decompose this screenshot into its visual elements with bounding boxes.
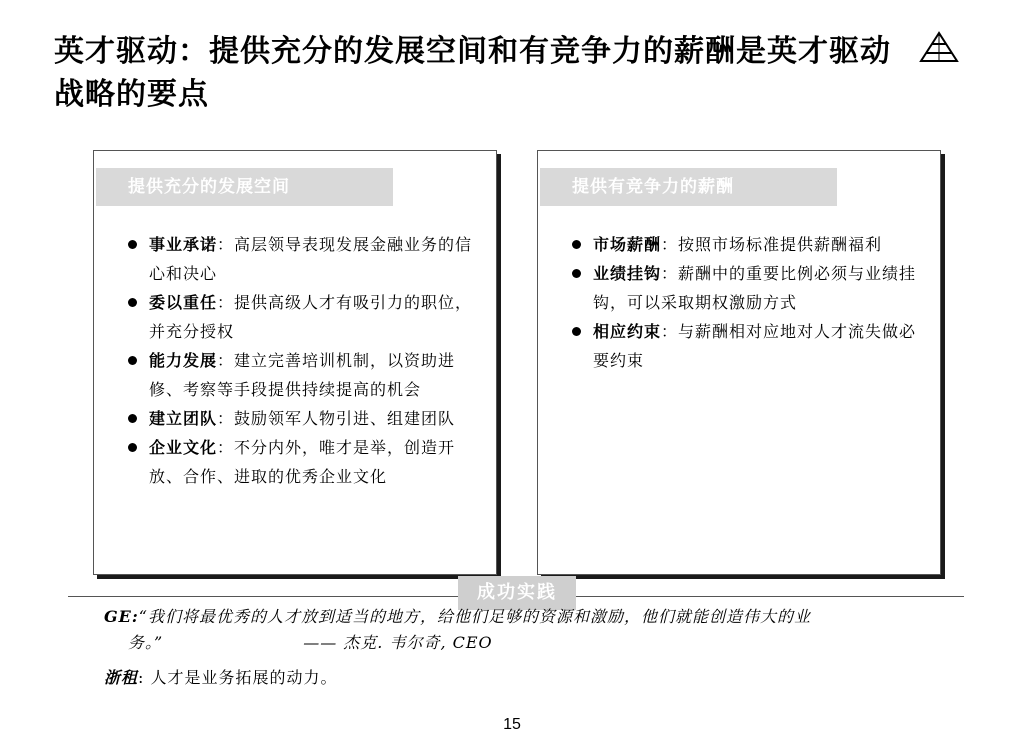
bullet-icon — [128, 443, 137, 452]
bullet-icon — [128, 356, 137, 365]
note-text: : 人才是业务拓展的动力。 — [138, 668, 338, 687]
card-header: 提供充分的发展空间 — [96, 168, 393, 206]
bullet-list — [124, 230, 476, 491]
item-label: 能力发展 — [149, 351, 218, 370]
page-number: 15 — [503, 716, 521, 733]
item-text: ：建立完善培训机制，以资助进修、考察等手段提供持续提高的机会 — [149, 351, 456, 399]
mountain-logo-icon — [918, 30, 960, 64]
quote-text-end: 务。” — [128, 633, 164, 652]
bullet-icon — [128, 414, 137, 423]
bullet-icon — [572, 327, 581, 336]
quote-company: GE: — [104, 607, 139, 626]
quote-attribution: —— 杰克. 韦尔奇, CEO — [303, 633, 493, 652]
list-item — [568, 317, 920, 375]
item-text: ：薪酬中的重要比例必须与业绩挂钩，可以采取期权激励方式 — [593, 264, 917, 312]
quote-line-2 — [104, 630, 974, 656]
list-item — [124, 346, 476, 404]
success-practice-label: 成功实践 — [458, 576, 576, 610]
item-text: ：鼓励领军人物引进、组建团队 — [217, 409, 456, 428]
item-text: ：高层领导表现发展金融业务的信心和决心 — [149, 235, 473, 283]
item-label: 委以重任 — [149, 293, 218, 312]
bullet-icon — [572, 269, 581, 278]
item-text: ：按照市场标准提供薪酬福利 — [661, 235, 883, 254]
zhejiang-note — [104, 666, 338, 690]
bullet-list — [568, 230, 920, 375]
list-item — [568, 230, 920, 259]
item-text: ：与薪酬相对应地对人才流失做必要约束 — [593, 322, 917, 370]
quote-line-1 — [104, 604, 974, 630]
list-item — [124, 230, 476, 288]
bullet-icon — [128, 298, 137, 307]
card-header: 提供有竞争力的薪酬 — [540, 168, 837, 206]
list-item — [124, 288, 476, 346]
bullet-icon — [128, 240, 137, 249]
competitive-salary-card — [537, 150, 941, 575]
item-label: 企业文化 — [149, 438, 218, 457]
development-space-card — [93, 150, 497, 575]
item-label: 建立团队 — [149, 409, 218, 428]
item-text: ：不分内外，唯才是举，创造开放、合作、进取的优秀企业文化 — [149, 438, 456, 486]
list-item — [568, 259, 920, 317]
item-label: 事业承诺 — [149, 235, 218, 254]
item-label: 市场薪酬 — [593, 235, 662, 254]
list-item — [124, 404, 476, 433]
page-title: 英才驱动：提供充分的发展空间和有竞争力的薪酬是英才驱动战略的要点 — [54, 34, 891, 112]
bullet-icon — [572, 240, 581, 249]
ge-quote — [104, 604, 974, 656]
list-item — [124, 433, 476, 491]
item-label: 相应约束 — [593, 322, 662, 341]
item-text: ：提供高级人才有吸引力的职位，并充分授权 — [149, 293, 473, 341]
quote-text: “我们将最优秀的人才放到适当的地方，给他们足够的资源和激励，他们就能创造伟大的业 — [138, 607, 811, 626]
item-label: 业绩挂钩 — [593, 264, 662, 283]
note-company: 浙租 — [104, 668, 139, 687]
